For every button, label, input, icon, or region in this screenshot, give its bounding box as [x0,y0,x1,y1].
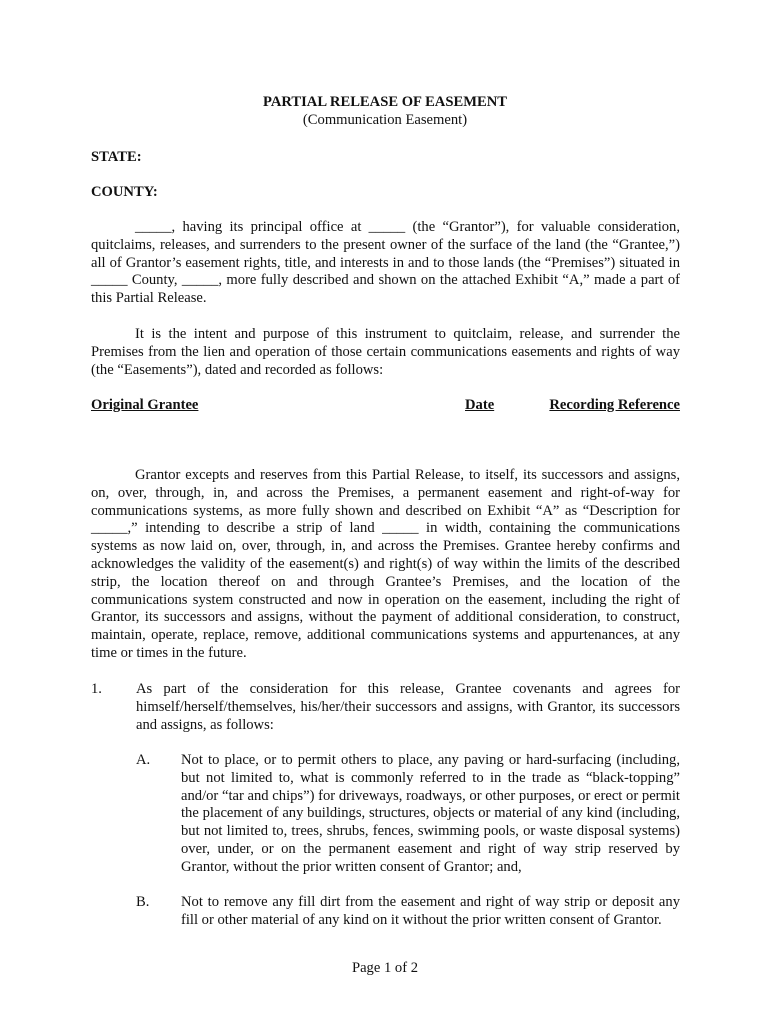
state-label: STATE: [91,149,142,165]
grant-paragraph: _____, having its principal office at _____ (the “Grantor”), for valuable consideration, quitclaims, releases, and surrenders to the present owner of the surface of the land (the “Grantee,”) all of Grantor’s easement rights, title, and interests in and to those lands (the “Premises”) situated in _____ County, _____, more fully described and shown on the attached Exhibit “A,” made a part of this Partial Release. [91,219,680,307]
county-label: COUNTY: [91,184,158,200]
header-recording-reference: Recording Reference [549,397,680,413]
intent-paragraph: It is the intent and purpose of this instrument to quitclaim, release, and surrender the Premises from the lien and operation of those certain communications easements and rights of way (the “Easements”), dated and recorded as follows: [91,326,680,378]
document-subtitle: (Communication Easement) [302,112,468,128]
header-original-grantee: Original Grantee [91,397,199,413]
list-item-1-marker: 1. [91,681,102,697]
list-item-a-text: Not to place, or to permit others to place, any paving or hard-surfacing (including, but not limited to, what is commonly referred to in the trade as “black-topping” and/or “tar and chips”) for driveways, roadways, or other purposes, or erect or permit the placement of any buildings, structures, objects or material of any kind (including, but not limited to, trees, shrubs, fences, swimming pools, or waste disposal systems) over, under, or on the permanent easement and right of way strip reserved by Grantor, without the prior written consent of Grantor; and, [181,752,680,875]
header-date: Date [465,397,495,413]
list-item-1-text: As part of the consideration for this release, Grantee covenants and agrees for himself/herself/themselves, his/her/their successors and assigns, with Grantor, its successors and assigns, as follows: [136,681,680,733]
list-item-b-marker: B. [136,894,150,910]
reservation-paragraph: Grantor excepts and reserves from this Partial Release, to itself, its successors and assigns, on, over, through, in, and across the Premises, a permanent easement and right-of-way for communications systems, as more fully shown and described on Exhibit “A” as “Description for _____,” intending to describe a strip of land _____ in width, containing the communications systems as now laid on, over, through, in, and across the Premises. Grantee hereby confirms and acknowledges the validity of the easement(s) and right(s) of way within the limits of the described strip, the location thereof on and through Grantee’s Premises, and the location of the communications system constructed and now in operation on the easement, including the right of Grantor, its successors and assigns, without the payment of additional consideration, to construct, maintain, operate, replace, remove, additional communications systems and appurtenances, at any time or times in the future. [91,467,680,661]
list-item-b-text: Not to remove any fill dirt from the easement and right of way strip or deposit any fill or other material of any kind on it without the prior written consent of Grantor. [181,894,680,928]
list-item-a-marker: A. [136,752,151,768]
document-title: PARTIAL RELEASE OF EASEMENT [263,94,507,110]
page-number: Page 1 of 2 [351,960,419,976]
